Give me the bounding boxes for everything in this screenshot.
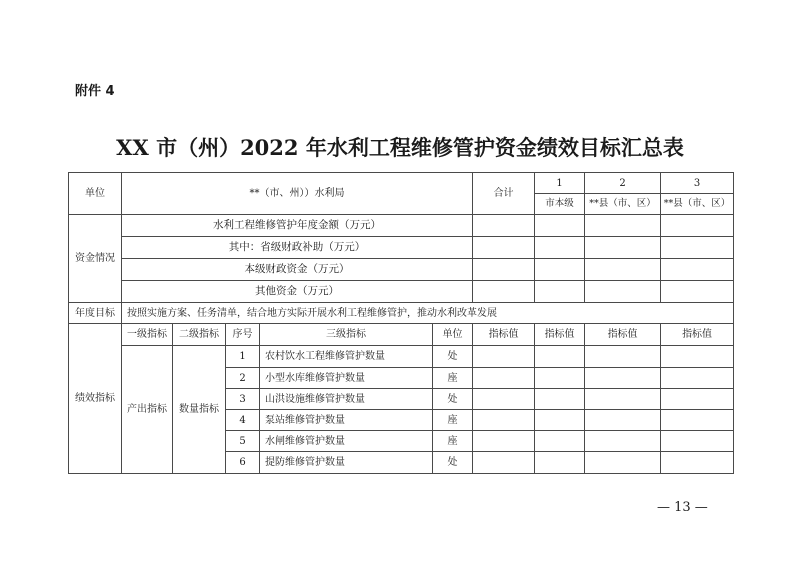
column-number-1: 1 xyxy=(535,173,585,194)
row-unit: 处 xyxy=(433,346,473,368)
funding-row xyxy=(69,259,734,281)
value-cell xyxy=(535,237,585,259)
value-header: 指标值 xyxy=(661,324,734,346)
value-cell xyxy=(473,237,535,259)
value-cell xyxy=(585,452,661,474)
value-cell xyxy=(585,237,661,259)
attachment-label: 附件 4 xyxy=(75,84,115,99)
value-cell xyxy=(661,410,734,431)
value-cell xyxy=(585,259,661,281)
row-indicator: 水闸维修管护数量 xyxy=(260,431,433,452)
value-header: 指标值 xyxy=(473,324,535,346)
value-cell xyxy=(535,368,585,389)
funding-row-label: 本级财政资金（万元） xyxy=(122,259,473,281)
funding-row-label: 其他资金（万元） xyxy=(122,281,473,303)
row-seq: 1 xyxy=(226,346,260,368)
value-cell xyxy=(473,452,535,474)
value-cell xyxy=(585,410,661,431)
row-unit: 处 xyxy=(433,452,473,474)
funding-row xyxy=(69,281,734,303)
value-cell xyxy=(473,346,535,368)
seq-header: 序号 xyxy=(226,324,260,346)
value-cell xyxy=(535,259,585,281)
value-cell xyxy=(473,368,535,389)
row-seq: 3 xyxy=(226,389,260,410)
value-cell xyxy=(661,237,734,259)
value-cell xyxy=(585,346,661,368)
annual-goal-row xyxy=(69,303,734,324)
row-seq: 2 xyxy=(226,368,260,389)
value-header: 指标值 xyxy=(535,324,585,346)
row-unit: 处 xyxy=(433,389,473,410)
row-seq: 6 xyxy=(226,452,260,474)
funding-label: 资金情况 xyxy=(69,215,122,303)
total-header: 合计 xyxy=(473,173,535,215)
value-cell xyxy=(585,389,661,410)
row-indicator: 小型水库维修管护数量 xyxy=(260,368,433,389)
value-cell xyxy=(535,410,585,431)
funding-row xyxy=(69,215,734,237)
value-cell xyxy=(585,368,661,389)
value-cell xyxy=(661,431,734,452)
value-cell xyxy=(661,452,734,474)
value-cell xyxy=(661,259,734,281)
value-cell xyxy=(585,281,661,303)
value-cell xyxy=(535,215,585,237)
unit-value: **（市、州））水利局 xyxy=(122,173,473,215)
level3-header: 三级指标 xyxy=(260,324,433,346)
funding-row xyxy=(69,237,734,259)
value-cell xyxy=(535,389,585,410)
value-cell xyxy=(661,389,734,410)
level2-value: 数量指标 xyxy=(173,346,226,474)
unit-label: 单位 xyxy=(69,173,122,215)
value-cell xyxy=(661,346,734,368)
performance-summary-table xyxy=(68,172,734,474)
value-cell xyxy=(473,431,535,452)
value-cell xyxy=(473,281,535,303)
row-indicator: 山洪设施维修管护数量 xyxy=(260,389,433,410)
row-indicator: 农村饮水工程维修管护数量 xyxy=(260,346,433,368)
annual-goal-text: 按照实施方案、任务清单，结合地方实际开展水利工程维修管护，推动水利改革发展 xyxy=(122,303,734,324)
row-seq: 4 xyxy=(226,410,260,431)
column-name-3: **县（市、区） xyxy=(661,194,734,215)
value-cell xyxy=(535,346,585,368)
row-seq: 5 xyxy=(226,431,260,452)
value-cell xyxy=(473,410,535,431)
level1-value: 产出指标 xyxy=(122,346,173,474)
column-number-2: 2 xyxy=(585,173,661,194)
value-cell xyxy=(473,389,535,410)
value-cell xyxy=(473,215,535,237)
level1-header: 一级指标 xyxy=(122,324,173,346)
performance-label: 绩效指标 xyxy=(69,324,122,474)
unit-header: 单位 xyxy=(433,324,473,346)
value-cell xyxy=(473,259,535,281)
row-unit: 座 xyxy=(433,368,473,389)
column-name-2: **县（市、区） xyxy=(585,194,661,215)
page-number: — 13 — xyxy=(657,500,708,515)
value-cell xyxy=(585,431,661,452)
level2-header: 二级指标 xyxy=(173,324,226,346)
funding-row-label: 水利工程维修管护年度金额（万元） xyxy=(122,215,473,237)
value-cell xyxy=(585,215,661,237)
value-cell xyxy=(661,281,734,303)
value-cell xyxy=(535,281,585,303)
column-name-1: 市本级 xyxy=(535,194,585,215)
value-cell xyxy=(661,215,734,237)
value-cell xyxy=(535,431,585,452)
annual-goal-label: 年度目标 xyxy=(69,303,122,324)
row-indicator: 提防维修管护数量 xyxy=(260,452,433,474)
table-row xyxy=(69,346,734,368)
column-number-3: 3 xyxy=(661,173,734,194)
funding-row-label: 其中：省级财政补助（万元） xyxy=(122,237,473,259)
value-header: 指标值 xyxy=(585,324,661,346)
performance-header-row xyxy=(69,324,734,346)
header-row xyxy=(69,173,734,194)
value-cell xyxy=(661,368,734,389)
row-indicator: 泵站维修管护数量 xyxy=(260,410,433,431)
value-cell xyxy=(535,452,585,474)
row-unit: 座 xyxy=(433,431,473,452)
row-unit: 座 xyxy=(433,410,473,431)
page-title: XX 市（州）2022 年水利工程维修管护资金绩效目标汇总表 xyxy=(116,135,684,160)
